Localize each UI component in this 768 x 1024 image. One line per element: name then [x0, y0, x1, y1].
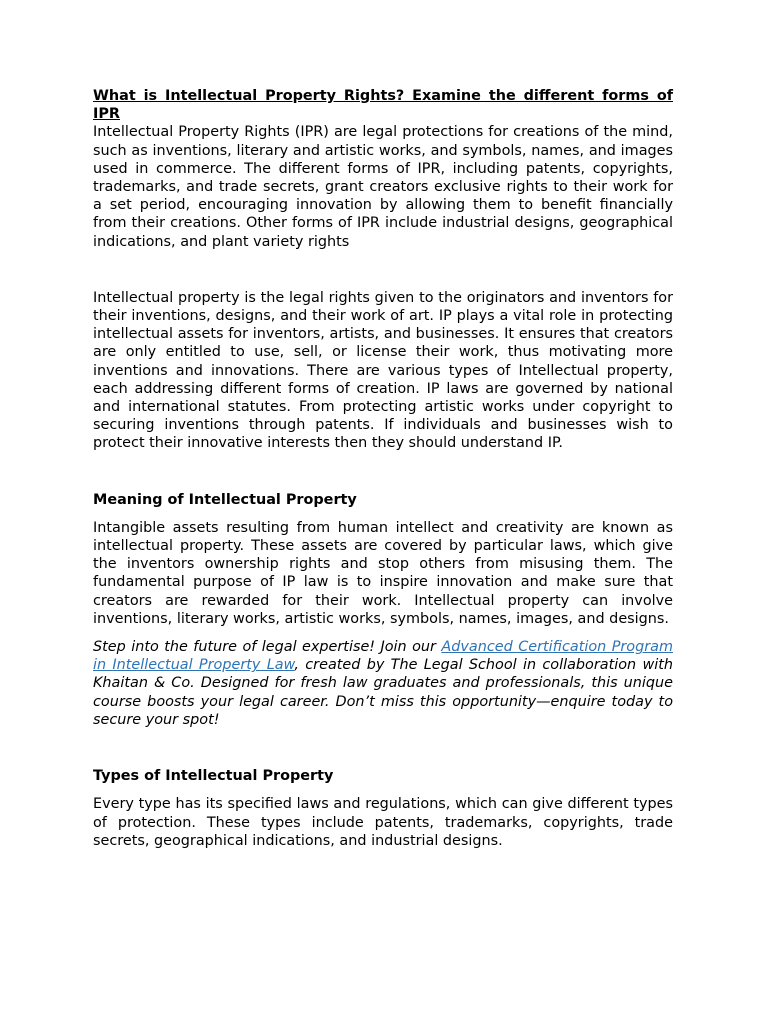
second-paragraph: Intellectual property is the legal rights given to the originators and inventors for their inventions, designs, and their work of art. IP plays a vital role in protecting intellectual assets for inventors, artists, and businesses. It ensures that creators are only entitled to use, sell, or license their work, thus motivating more inventions and innovations. There are various types of Intellectual property, each addressing different forms of creation. IP laws are governed by national and international statutes. From protecting artistic works under copyright to securing inventions through patents. If individuals and businesses wish to protect their innovative interests then they should understand IP. [93, 289, 673, 452]
promo-paragraph [93, 638, 673, 729]
meaning-heading: Meaning of Intellectual Property [93, 491, 357, 508]
promo-text-after: , created by The Legal School in collaboration with Khaitan & Co. Designed for fresh law graduates and professionals, this unique course boosts your legal career. Don’t miss this opportunity—enquire today to secure your spot! [93, 657, 673, 728]
types-paragraph: Every type has its specified laws and regulations, which can give different types of protection. These types include patents, trademarks, copyrights, trade secrets, geographical indications, and industrial designs. [93, 796, 673, 849]
promo-text-before: Step into the future of legal expertise! Join our [93, 639, 442, 656]
types-heading: Types of Intellectual Property [93, 768, 334, 785]
course-link[interactable]: Advanced Certification Program in Intellectual Property Law [93, 639, 673, 674]
meaning-paragraph: Intangible assets resulting from human intellect and creativity are known as intellectual property. These assets are covered by particular laws, which give the inventors ownership rights and stop others from misusing them. The fundamental purpose of IP law is to inspire innovation and make sure that creators are rewarded for their work. Intellectual property can involve inventions, literary works, artistic works, symbols, names, images, and designs. [93, 519, 673, 627]
document-body [93, 87, 673, 850]
intro-paragraph: Intellectual Property Rights (IPR) are legal protections for creations of the mind, such as inventions, literary and artistic works, and symbols, names, and images used in commerce. The different forms of IPR, including patents, copyrights, trademarks, and trade secrets, grant creators exclusive rights to their work for a set period, encouraging innovation by allowing them to benefit financially from their creations. Other forms of IPR include industrial designs, geographical indications, and plant variety rights [93, 124, 673, 250]
document-title: What is Intellectual Property Rights? Examine the different forms of IPR [93, 88, 673, 123]
